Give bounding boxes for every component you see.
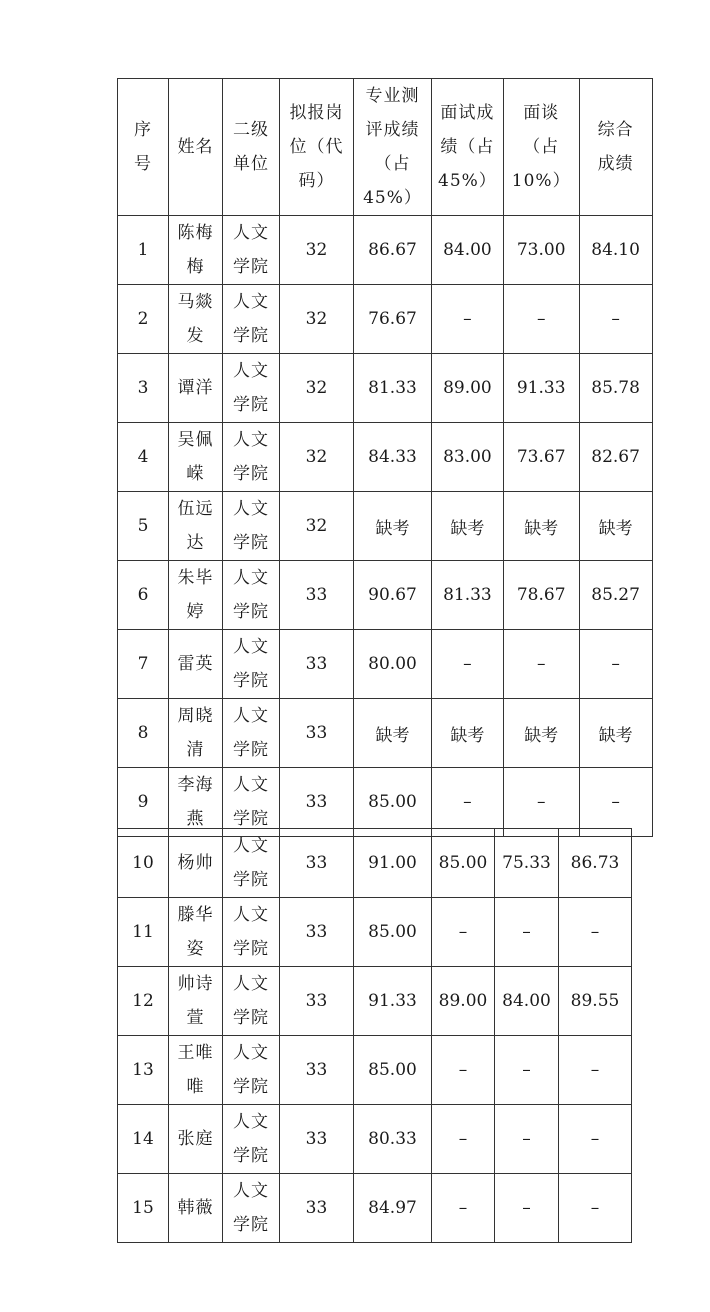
score-table-page-2 <box>117 828 632 1243</box>
cell-position: 32 <box>280 492 354 561</box>
cell-total: 89.55 <box>559 967 632 1036</box>
cell-talk: – <box>503 285 579 354</box>
cell-total: – <box>559 1105 632 1174</box>
cell-index: 7 <box>118 630 169 699</box>
table-row <box>118 768 653 837</box>
cell-professional: 91.33 <box>354 967 432 1036</box>
cell-professional: 85.00 <box>354 1036 432 1105</box>
cell-position: 33 <box>280 1105 354 1174</box>
cell-position: 33 <box>280 1174 354 1243</box>
cell-interview: – <box>432 1105 495 1174</box>
cell-position: 33 <box>280 898 354 967</box>
cell-index: 12 <box>118 967 169 1036</box>
cell-talk: – <box>495 1036 559 1105</box>
cell-interview: – <box>432 898 495 967</box>
cell-professional: 缺考 <box>354 492 432 561</box>
cell-unit: 人文学院 <box>223 630 280 699</box>
table-row <box>118 561 653 630</box>
cell-unit: 人文学院 <box>223 423 280 492</box>
cell-talk: – <box>503 630 579 699</box>
table-row <box>118 1105 632 1174</box>
cell-unit: 人文学院 <box>223 967 280 1036</box>
score-table-page-1 <box>117 78 653 837</box>
cell-interview: – <box>432 768 504 837</box>
cell-professional: 80.33 <box>354 1105 432 1174</box>
cell-name: 吴佩嵘 <box>169 423 223 492</box>
cell-unit: 人文学院 <box>223 216 280 285</box>
cell-index: 10 <box>118 829 169 898</box>
header-name: 姓名 <box>169 79 223 216</box>
cell-total: 86.73 <box>559 829 632 898</box>
cell-name: 周晓清 <box>169 699 223 768</box>
cell-interview: 81.33 <box>432 561 504 630</box>
cell-total: – <box>559 1036 632 1105</box>
cell-index: 8 <box>118 699 169 768</box>
cell-index: 14 <box>118 1105 169 1174</box>
cell-position: 33 <box>280 630 354 699</box>
cell-talk: 73.00 <box>503 216 579 285</box>
cell-interview: 85.00 <box>432 829 495 898</box>
cell-talk: – <box>495 1174 559 1243</box>
table-row <box>118 967 632 1036</box>
table-row <box>118 898 632 967</box>
cell-unit: 人文学院 <box>223 1105 280 1174</box>
table-row <box>118 1036 632 1105</box>
cell-position: 33 <box>280 829 354 898</box>
cell-interview: – <box>432 1036 495 1105</box>
table-row <box>118 492 653 561</box>
cell-unit: 人文学院 <box>223 1036 280 1105</box>
cell-index: 15 <box>118 1174 169 1243</box>
cell-professional: 85.00 <box>354 898 432 967</box>
header-position: 拟报岗位（代码） <box>280 79 354 216</box>
cell-professional: 81.33 <box>354 354 432 423</box>
cell-position: 32 <box>280 285 354 354</box>
cell-name: 滕华姿 <box>169 898 223 967</box>
cell-index: 6 <box>118 561 169 630</box>
cell-unit: 人文学院 <box>223 285 280 354</box>
cell-position: 32 <box>280 354 354 423</box>
cell-interview: 缺考 <box>432 492 504 561</box>
table-row <box>118 630 653 699</box>
cell-professional: 80.00 <box>354 630 432 699</box>
cell-name: 韩薇 <box>169 1174 223 1243</box>
cell-index: 11 <box>118 898 169 967</box>
cell-name: 伍远达 <box>169 492 223 561</box>
table-row <box>118 285 653 354</box>
cell-name: 朱毕婷 <box>169 561 223 630</box>
cell-position: 32 <box>280 423 354 492</box>
cell-unit: 人文学院 <box>223 898 280 967</box>
table-row <box>118 829 632 898</box>
cell-unit: 人文学院 <box>223 699 280 768</box>
table-row <box>118 1174 632 1243</box>
cell-total: 82.67 <box>579 423 652 492</box>
cell-position: 33 <box>280 1036 354 1105</box>
cell-professional: 91.00 <box>354 829 432 898</box>
cell-total: 缺考 <box>579 492 652 561</box>
cell-interview: 89.00 <box>432 967 495 1036</box>
header-index: 序号 <box>118 79 169 216</box>
cell-unit: 人文学院 <box>223 829 280 898</box>
cell-professional: 90.67 <box>354 561 432 630</box>
cell-talk: 73.67 <box>503 423 579 492</box>
cell-name: 王唯唯 <box>169 1036 223 1105</box>
cell-total: 84.10 <box>579 216 652 285</box>
table-row <box>118 699 653 768</box>
cell-total: – <box>579 285 652 354</box>
cell-professional: 86.67 <box>354 216 432 285</box>
cell-professional: 76.67 <box>354 285 432 354</box>
cell-position: 33 <box>280 967 354 1036</box>
cell-index: 1 <box>118 216 169 285</box>
cell-total: 缺考 <box>579 699 652 768</box>
cell-unit: 人文学院 <box>223 492 280 561</box>
cell-unit: 人文学院 <box>223 354 280 423</box>
cell-interview: 89.00 <box>432 354 504 423</box>
header-row <box>118 79 653 216</box>
header-talk: 面谈（占10%） <box>503 79 579 216</box>
cell-professional: 缺考 <box>354 699 432 768</box>
table-row <box>118 423 653 492</box>
cell-index: 4 <box>118 423 169 492</box>
cell-professional: 84.97 <box>354 1174 432 1243</box>
cell-interview: – <box>432 630 504 699</box>
cell-talk: 缺考 <box>503 699 579 768</box>
cell-unit: 人文学院 <box>223 768 280 837</box>
cell-professional: 85.00 <box>354 768 432 837</box>
cell-name: 张庭 <box>169 1105 223 1174</box>
cell-unit: 人文学院 <box>223 561 280 630</box>
cell-interview: 缺考 <box>432 699 504 768</box>
cell-position: 32 <box>280 216 354 285</box>
cell-talk: 78.67 <box>503 561 579 630</box>
table-row <box>118 354 653 423</box>
cell-total: – <box>559 898 632 967</box>
cell-interview: – <box>432 1174 495 1243</box>
cell-total: – <box>579 630 652 699</box>
cell-talk: 84.00 <box>495 967 559 1036</box>
table-row <box>118 216 653 285</box>
header-interview: 面试成绩（占45%） <box>432 79 504 216</box>
cell-talk: 91.33 <box>503 354 579 423</box>
cell-name: 杨帅 <box>169 829 223 898</box>
cell-talk: – <box>495 1105 559 1174</box>
cell-professional: 84.33 <box>354 423 432 492</box>
cell-talk: – <box>503 768 579 837</box>
cell-interview: – <box>432 285 504 354</box>
header-unit: 二级单位 <box>223 79 280 216</box>
cell-index: 13 <box>118 1036 169 1105</box>
cell-total: 85.78 <box>579 354 652 423</box>
cell-position: 33 <box>280 768 354 837</box>
cell-talk: 75.33 <box>495 829 559 898</box>
cell-index: 5 <box>118 492 169 561</box>
cell-index: 2 <box>118 285 169 354</box>
cell-total: – <box>579 768 652 837</box>
cell-index: 9 <box>118 768 169 837</box>
cell-total: 85.27 <box>579 561 652 630</box>
cell-name: 李海燕 <box>169 768 223 837</box>
cell-interview: 84.00 <box>432 216 504 285</box>
cell-name: 雷英 <box>169 630 223 699</box>
cell-talk: 缺考 <box>503 492 579 561</box>
cell-talk: – <box>495 898 559 967</box>
cell-name: 马燚发 <box>169 285 223 354</box>
cell-name: 陈梅梅 <box>169 216 223 285</box>
cell-index: 3 <box>118 354 169 423</box>
cell-unit: 人文学院 <box>223 1174 280 1243</box>
cell-interview: 83.00 <box>432 423 504 492</box>
header-professional: 专业测评成绩（占45%） <box>354 79 432 216</box>
cell-position: 33 <box>280 561 354 630</box>
header-total: 综合成绩 <box>579 79 652 216</box>
cell-total: – <box>559 1174 632 1243</box>
cell-name: 帅诗萱 <box>169 967 223 1036</box>
cell-name: 谭洋 <box>169 354 223 423</box>
cell-position: 33 <box>280 699 354 768</box>
